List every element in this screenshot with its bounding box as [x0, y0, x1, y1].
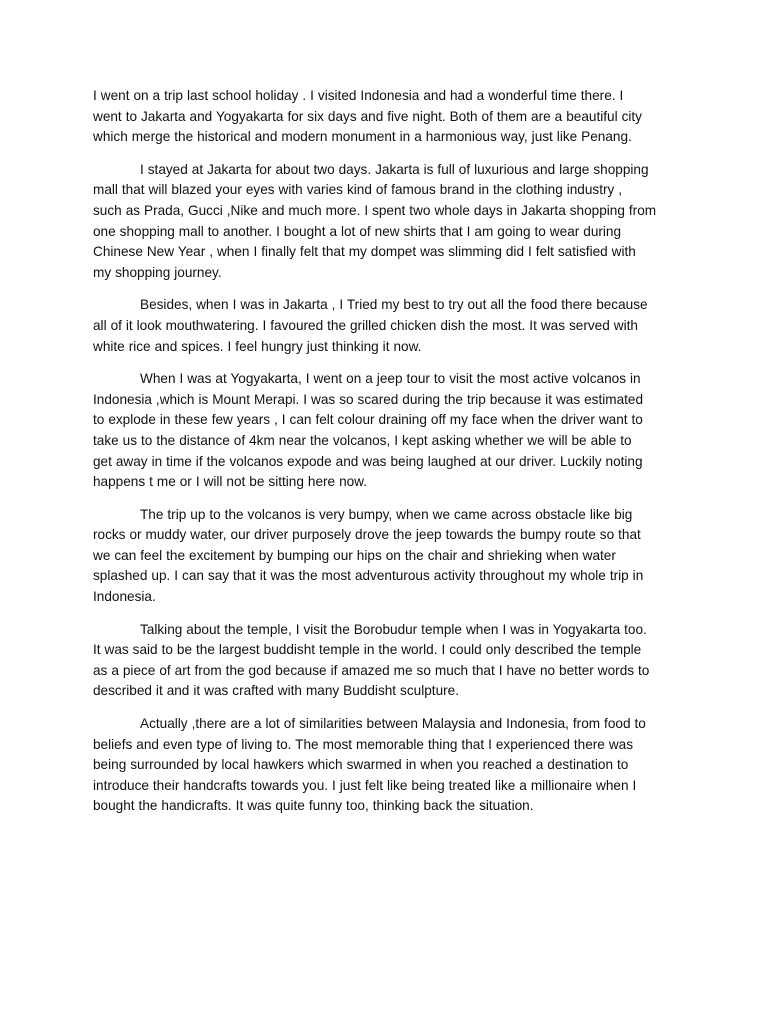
- paragraph-line: rocks or muddy water, our driver purposely drove the jeep towards the bumpy route so that: [93, 527, 641, 543]
- paragraph-line: being surrounded by local hawkers which swarmed in when you reached a destination to: [93, 757, 629, 773]
- paragraph-line: went to Jakarta and Yogyakarta for six days and five night. Both of them are a beautiful city: [93, 108, 642, 124]
- paragraph-line: introduce their handcrafts towards you. I just felt like being treated like a millionaire when I: [93, 777, 637, 793]
- paragraph-line: splashed up. I can say that it was the most adventurous activity throughout my whole trip in: [93, 568, 644, 584]
- paragraph-line: Indonesia.: [93, 589, 156, 605]
- paragraph-line: When I was at Yogyakarta, I went on a jeep tour to visit the most active volcanos in: [140, 371, 641, 387]
- paragraph-line: to explode in these few years , I can felt colour draining off my face when the driver want to: [93, 412, 643, 428]
- paragraph-3: [93, 295, 698, 357]
- paragraph-7: [93, 714, 698, 817]
- paragraph-line: my shopping journey.: [93, 264, 222, 280]
- paragraph-5: [93, 505, 698, 608]
- paragraph-line: I went on a trip last school holiday . I visited Indonesia and had a wonderful time there. I: [93, 88, 624, 103]
- paragraph-line: beliefs and even type of living to. The most memorable thing that I experienced there was: [93, 736, 634, 752]
- paragraph-line: bought the handicrafts. It was quite funny too, thinking back the situation.: [93, 798, 534, 814]
- paragraph-line: take us to the distance of 4km near the volcanos, I kept asking whether we will be able to: [93, 432, 632, 448]
- paragraph-line: all of it look mouthwatering. I favoured the grilled chicken dish the most. It was served with: [93, 317, 638, 333]
- paragraph-6: [93, 620, 698, 702]
- paragraph-line: happens t me or I will not be sitting here now.: [93, 474, 368, 490]
- paragraph-4: [93, 369, 698, 493]
- paragraph-line: described it and it was crafted with many Buddisht sculpture.: [93, 683, 459, 699]
- paragraph-line: It was said to be the largest buddisht temple in the world. I could only described the temple: [93, 642, 642, 658]
- paragraph-line: we can feel the excitement by bumping our hips on the chair and shrieking when water: [93, 547, 616, 563]
- paragraph-line: I stayed at Jakarta for about two days. Jakarta is full of luxurious and large shopping: [140, 161, 649, 177]
- paragraph-line: one shopping mall to another. I bought a lot of new shirts that I am going to wear during: [93, 223, 622, 239]
- paragraph-line: such as Prada, Gucci ,Nike and much more. I spent two whole days in Jakarta shopping from: [93, 202, 657, 218]
- paragraph-line: mall that will blazed your eyes with varies kind of famous brand in the clothing industry ,: [93, 182, 623, 198]
- paragraph-line: as a piece of art from the god because if amazed me so much that I have no better words to: [93, 662, 650, 678]
- paragraph-line: which merge the historical and modern monument in a harmonious way, just like Penang.: [93, 129, 632, 145]
- paragraph-line: Talking about the temple, I visit the Borobudur temple when I was in Yogyakarta too.: [140, 621, 647, 637]
- paragraph-line: get away in time if the volcanos expode and was being laughed at our driver. Luckily noting: [93, 453, 643, 469]
- paragraph-line: white rice and spices. I feel hungry just thinking it now.: [93, 338, 422, 354]
- paragraph-line: Besides, when I was in Jakarta , I Tried my best to try out all the food there because: [140, 297, 648, 313]
- paragraph-line: Indonesia ,which is Mount Merapi. I was so scared during the trip because it was estimated: [93, 391, 644, 407]
- paragraph-1: [93, 86, 698, 148]
- paragraph-2: [93, 160, 698, 284]
- paragraph-line: The trip up to the volcanos is very bumpy, when we came across obstacle like big: [140, 506, 633, 522]
- paragraph-line: Chinese New Year , when I finally felt that my dompet was slimming did I felt satisfied with: [93, 244, 636, 260]
- paragraph-line: Actually ,there are a lot of similarities between Malaysia and Indonesia, from food to: [140, 716, 646, 732]
